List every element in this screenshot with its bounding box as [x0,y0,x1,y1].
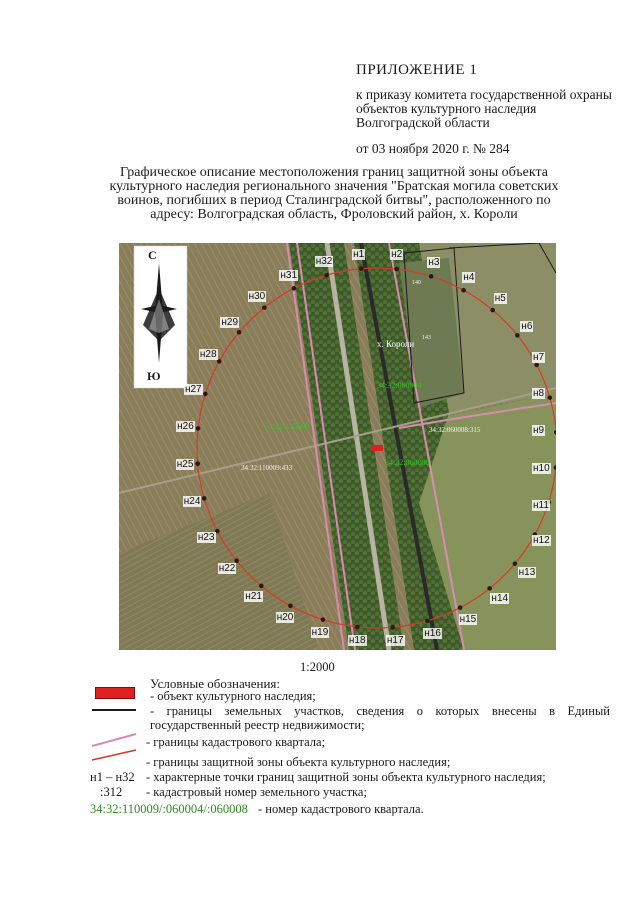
legend-symbol-object [95,687,135,699]
zone-point-label: н28 [199,348,217,360]
zone-point-label: н5 [494,293,506,305]
settlement-label: х. Короли [377,339,415,349]
zone-point-label: н11 [533,500,549,512]
zone-point-label: н8 [533,387,545,399]
zone-point-label: н1 [353,248,365,260]
zone-point-marker [515,333,520,338]
legend-parcel-num: - кадастровый номер земельного участка; [146,785,367,799]
zone-point-label: н31 [280,269,298,281]
map-canvas [119,243,556,650]
zone-point-label: н3 [428,256,440,268]
zone-point-marker [234,558,239,563]
legend-title: Условные обозначения: [150,676,281,691]
zone-point-marker [458,605,463,610]
zone-point-label: н27 [184,383,202,395]
legend-symbol-zone [90,746,138,762]
zone-point-marker [513,561,518,566]
zone-point-label: н2 [391,249,403,261]
quarter-label: 34:32:060004 [377,381,422,390]
zone-point-label: н14 [491,593,509,605]
zone-point-marker [548,395,553,400]
zone-point-label: н18 [348,634,366,646]
zone-point-label: н26 [177,420,194,432]
zone-point-marker [490,308,495,313]
zone-point-marker [429,274,434,279]
legend-object: - объект культурного наследия; [150,689,316,703]
zone-point-label: н16 [424,628,441,640]
heritage-object-marker [371,445,383,451]
zone-point-marker [262,305,267,310]
zone-point-marker [202,496,207,501]
compass-south-label: Ю [147,369,161,383]
zone-point-label: н29 [221,317,239,329]
legend-quarter-num: - номер кадастрового квартала. [258,802,424,816]
zone-point-marker [321,617,326,622]
zone-point-label: н17 [386,635,404,647]
legend-parcel-num-key: :312 [100,785,123,799]
zone-point-marker [359,266,364,271]
zone-point-marker [355,625,360,630]
legend-symbol-parcel [92,709,136,711]
legend-quarter: - границы кадастрового квартала; [146,735,326,749]
order-reference: к приказу комитета государственной охраны объектов культурного наследия Волгоградской области [356,87,612,130]
legend-points: - характерные точки границ защитной зоны объекта культурного наследия; [146,770,546,784]
document-title: Графическое описание местоположения границ защитной зоны объекта культурного наследия регионального значения "Братская могила советских воинов, погибших в период Сталинградской битвы", расположенного по адресу: Волгоградская область, Фроловский район, х. Короли [109,165,559,222]
zone-point-marker [292,286,297,291]
parcel-label: 34:32:060008:315 [429,426,481,434]
zone-point-marker [195,461,200,466]
zone-point-marker [215,529,220,534]
zone-point-marker [324,273,329,278]
quarter-label: 34:32:060008 [385,458,430,467]
zone-point-label: н13 [518,566,536,578]
zone-point-label: н24 [183,496,201,508]
zone-point-marker [196,426,201,431]
compass-north-label: С [148,248,157,262]
zone-point-label: н4 [463,271,475,283]
parcel-label: 140 [412,280,421,286]
order-date: от 03 ноября 2020 г. № 284 [356,141,510,156]
legend-zone: - границы защитной зоны объекта культурного наследия; [146,755,451,769]
legend-points-key: н1 – н32 [90,770,135,784]
zone-point-label: н20 [276,612,294,624]
zone-point-label: н12 [533,535,550,547]
zone-point-marker [461,288,466,293]
zone-point-marker [390,625,395,630]
zone-point-marker [237,330,242,335]
zone-point-label: н7 [533,352,545,364]
zone-point-marker [425,619,430,624]
zone-point-label: н6 [521,320,533,332]
satellite-map [119,243,556,650]
zone-point-label: н19 [311,627,329,639]
zone-point-marker [203,392,208,397]
zone-point-label: н30 [248,290,266,302]
parcel-label: 143 [422,335,431,341]
compass-rose [134,246,187,388]
zone-point-label: н15 [459,614,477,626]
legend-parcel: - границы земельных участков, сведения о которых внесены в Единый государственный реестр недвижимости; [150,704,610,732]
quarter-label: 34:32:110009 [265,422,310,431]
zone-point-label: н25 [176,458,194,470]
zone-point-label: н23 [197,531,215,543]
zone-point-marker [394,267,399,272]
parcel-label: 34:32:110009:433 [241,464,293,472]
zone-point-label: н10 [533,463,550,475]
zone-point-marker [259,584,264,589]
zone-point-label: н22 [218,563,236,575]
legend-quarter-num-key: 34:32:110009/:060004/:060008 [90,802,248,816]
zone-point-marker [217,359,222,364]
zone-point-marker [487,586,492,591]
zone-point-marker [288,604,293,609]
appendix-heading: ПРИЛОЖЕНИЕ 1 [356,62,478,78]
zone-point-label: н21 [245,590,262,602]
zone-point-label: н32 [315,255,333,267]
zone-point-label: н9 [533,425,545,437]
map-scale: 1:2000 [300,660,335,674]
